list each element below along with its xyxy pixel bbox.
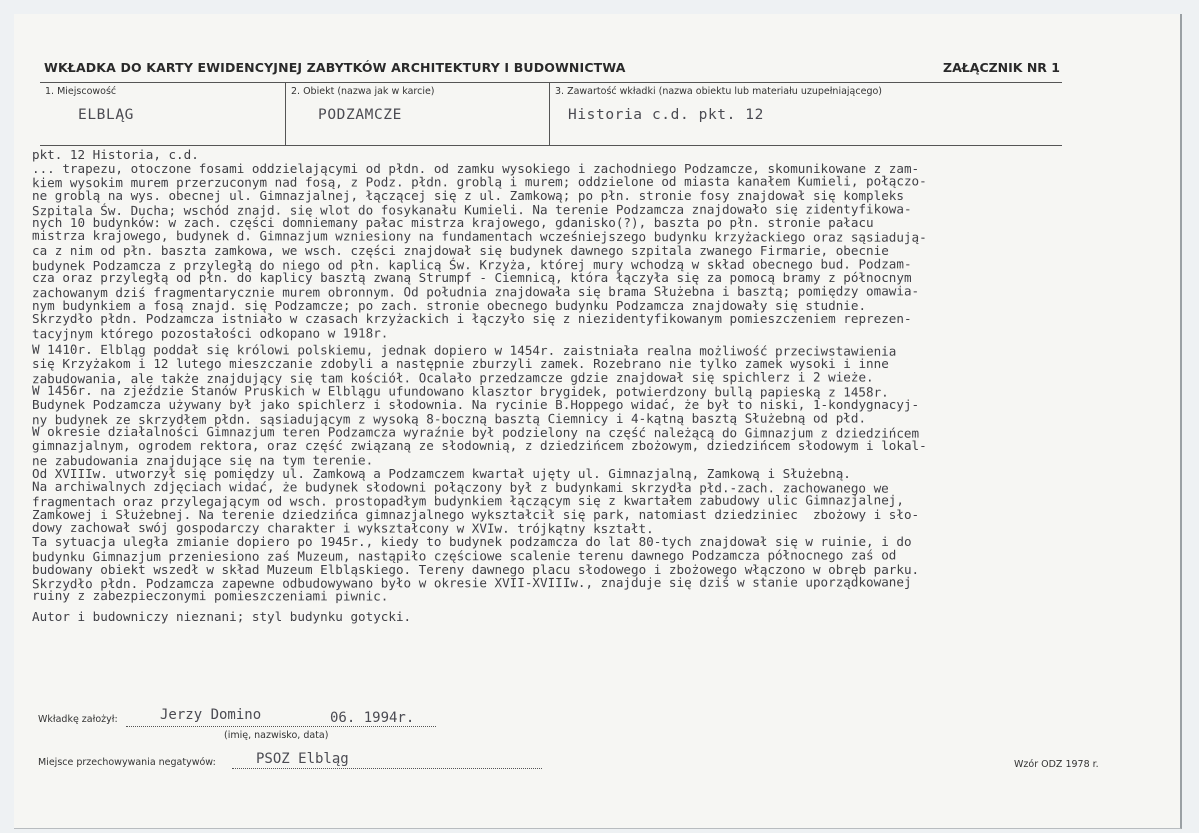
body-line: ruiny z zabezpieczonymi pomieszczeniami piwnic.: [31, 587, 389, 604]
body-line: nych 10 budynków: w zach. części domniemany pałac mistrza krajowego, gdanisko(?), baszta po płn. stronie pałacu: [32, 215, 874, 231]
body-line: zachowanym dziś fragmentarycznie murem obronnym. Od południa znajdowała się brama Służebna i basztą; pomiędzy omawia-: [31, 283, 920, 301]
body-line: się Krzyżakom i 12 lutego mieszczanie zdobyli a następnie zburzyli zamek. Rozebrano nie tylko zamek wysoki i inne: [32, 356, 889, 372]
typewritten-body: [32, 148, 1172, 623]
body-line: zabudowania, ale także znajdujący się tam kościół. Ocalało przedzamcze gdzie znajdował się spichlerz i 2 wieże.: [31, 369, 874, 387]
prepared-by-label: Wkładkę założył:: [38, 714, 118, 725]
body-line: ny budynek ze skrzydłem płdn. sąsiadującym z wysoką 8-boczną basztą Ciemnicy i 4-kątną basztą Służebną od płd.: [31, 410, 867, 428]
field-content: [549, 83, 1062, 145]
body-line: budynku Gimnazjum przeniesiono zaś Muzeum, nastąpiło częściowe scalenie terenu dawnego Podzamcza północnego zaś od: [31, 547, 897, 565]
body-line: kiem wysokim murem przerzuconym nad fosą, z Podz. płdn. groblą i murem; oddzielone od miasta kanałem Kumieli, połączo-: [31, 173, 927, 191]
body-line: W 1456r. na zjeździe Stanów Pruskich w Elblągu ufundowano klasztor brygidek, potwierdzony bullą papieską z 1458r.: [31, 382, 889, 400]
storage-dotted-line: [232, 768, 542, 769]
body-line: W 1410r. Elbląg poddał się królowi polskiemu, jednak dopiero w 1454r. zaistniała realna możliwość przeciwstawienia: [31, 341, 897, 359]
body-line: budowany obiekt wszedł w skład Muzeum Elbląskiego. Tereny dawnego placu słodowego i zbożowego włączono w obręb parku.: [32, 561, 920, 577]
storage-value: PSOZ Elbląg: [256, 751, 349, 767]
body-line: Skrzydło płdn. Podzamcza istniało w czasach krzyżackich i łączyło się z niezidentyfikowanym pomieszczeniem reprezen-: [32, 311, 912, 327]
body-line: W okresie działalności Gimnazjum teren Podzamcza wyraźnie był podzielony na część należącą do Gimnazjum z dziedzińcem: [31, 423, 920, 441]
field-object: [285, 83, 549, 145]
field-locality: [40, 83, 285, 145]
body-line: fragmentach oraz przylegającym od wsch. prostopadłym budynkiem łączącym się z kwartałem zabudowy ulic Gimnazjalnej,: [31, 492, 904, 510]
prepared-date: 06. 1994r.: [330, 710, 415, 726]
storage-label: Miejsce przechowywania negatywów:: [38, 757, 216, 768]
body-line: dowy zachował swój gospodarczy charakter i wykształcony w XVIw. trójkątny kształt.: [31, 519, 654, 536]
field-locality-value: ELBLĄG: [78, 107, 134, 123]
body-line: tacyjnym którego pozostałości odkopano w 1918r.: [31, 325, 389, 342]
body-line: ne zabudowania znajdujące się na tym terenie.: [31, 452, 374, 469]
body-line: Autor i budowniczy nieznani; styl budynku gotycki.: [32, 608, 412, 624]
field-content-label: 3. Zawartość wkładki (nazwa obiektu lub materiału uzupełniającego): [555, 86, 882, 97]
body-line: Na archiwalnych zdjęciach widać, że budynek słodowni połączony był z budynkami skrzydła płd.-zach. zachowanego we: [31, 478, 889, 496]
field-object-label: 2. Obiekt (nazwa jak w karcie): [291, 86, 435, 97]
prepared-by-name: Jerzy Domino: [160, 707, 262, 723]
body-line: budynek Podzamcza z przyległą do niego od płn. kaplicą Św. Krzyża, której mury wchodzą w skład obecnego bud. Podzam-: [31, 255, 912, 273]
body-line: gimnazjalnym, ogrodem rektora, oraz część związaną ze słodownią, z dziedzińcem zbożowym, dziedzińcem słodowym i lokal-: [32, 438, 927, 454]
header-fields: [40, 83, 1062, 145]
body-line: ne groblą na wys. obecnej ul. Gimnazjalnej, łączącej się z ul. Zamkową; po płn. stronie fosy znajdował się kompleks: [32, 188, 904, 204]
prepared-hint: (imię, nazwisko, data): [224, 730, 329, 741]
field-locality-label: 1. Miejscowość: [45, 86, 117, 97]
body-line: nym budynkiem a fosą znajd. się Podzamcze; po zach. stronie obecnego budynku Podzamcza znajdowały się studnie.: [32, 297, 867, 313]
form-code: Wzór ODZ 1978 r.: [1014, 759, 1099, 770]
field-content-value: Historia c.d. pkt. 12: [568, 107, 764, 123]
body-line: cza oraz przyległą od płn. do kaplicy basztą zwaną Strumpf - Ciemnicą, która łączyła się za pomocą bramy z północnym: [32, 270, 912, 286]
form-title: WKŁADKA DO KARTY EWIDENCYJNEJ ZABYTKÓW ARCHITEKTURY I BUDOWNICTWA: [44, 60, 626, 75]
body-line: pkt. 12 Historia, c.d.: [32, 147, 199, 162]
body-line: Ta sytuacja uległa zmianie dopiero po 1945r., kiedy to budynek podzamcza do lat 80-tych znajdował się w ruinie, i do: [32, 534, 912, 550]
body-line: Skrzydło płdn. Podzamcza zapewne odbudowywano było w okresie XVII-XVIIIw., znajduje się dziś w stanie uporządkowanej: [31, 574, 912, 592]
header-bottom-rule: [40, 145, 1062, 146]
field-object-value: PODZAMCZE: [318, 107, 402, 123]
document-sheet: [14, 14, 1182, 829]
attachment-number: ZAŁĄCZNIK NR 1: [943, 60, 1060, 75]
body-line: Budynek Podzamcza używany był jako spichlerz i słodownia. Na rycinie B.Hoppego widać, że był to niski, 1-kondygnacyj-: [32, 397, 920, 413]
body-line: mistrza krajowego, budynek d. Gimnazjum wzniesiony na fundamentach wcześniejszego budynku krzyżackiego oraz sąsiadują-: [31, 227, 927, 245]
body-line: Zamkowej i Służebnej. Na terenie dziedzińca gimnazjalnego wykształcił się park, natomiast dziedziniec zbożowy i sło-: [32, 506, 920, 522]
body-line: Od XVIIIw. utworzył się pomiędzy ul. Zamkową a Podzamczem kwartał ujęty ul. Gimnazjalną, Zamkową i Służebną.: [32, 465, 851, 481]
body-line: ... trapezu, otoczone fosami oddzielającymi od płdn. od zamku wysokiego i zachodniego Podzamcze, skomunikowane z zam-: [32, 160, 920, 176]
body-line: ca z nim od płn. baszta zamkowa, we wsch. części znajdował się budynek dawnego szpitala zwanego Firmarie, obecnie: [32, 242, 889, 258]
body-line: Szpitala Św. Ducha; wschód znajd. się wlot do fosykanału Kumieli. Na terenie Podzamcza znajdowało się zidentyfikowa-: [31, 201, 912, 218]
prepared-dotted-line: [126, 726, 436, 727]
